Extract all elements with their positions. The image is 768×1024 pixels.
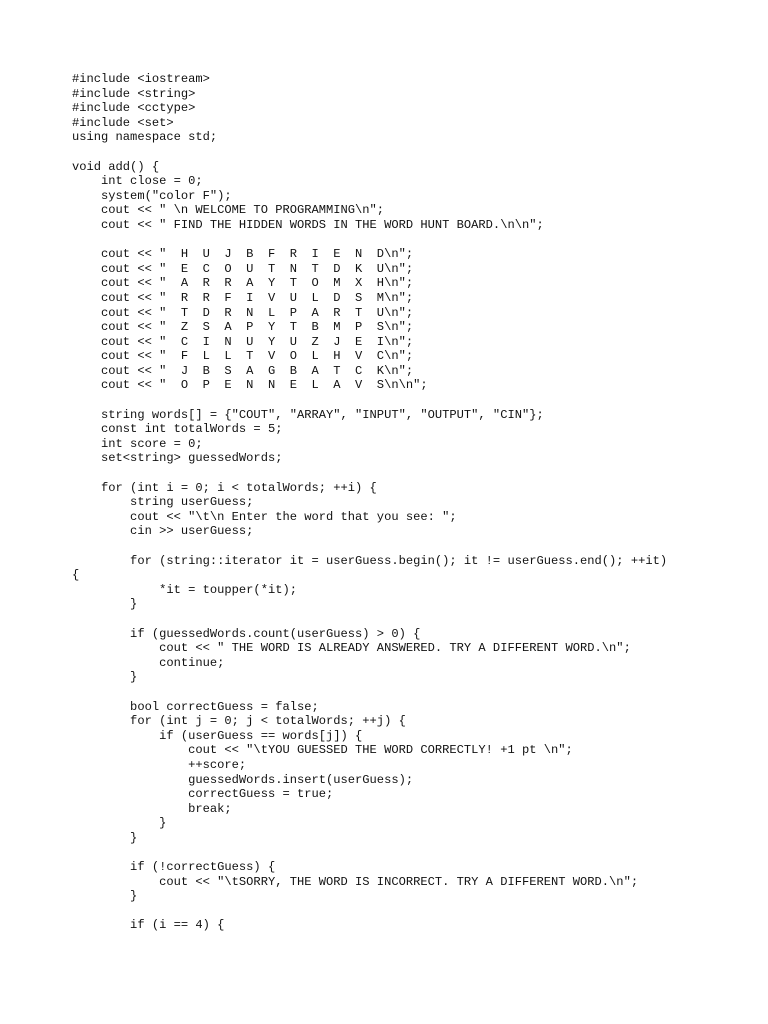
- code-line: }: [72, 816, 167, 831]
- code-line: correctGuess = true;: [72, 787, 334, 802]
- code-line: cout << " O P E N N E L A V S\n\n";: [72, 378, 428, 393]
- code-line: ++score;: [72, 757, 247, 772]
- code-line: cout << " R R F I V U L D S M\n";: [72, 290, 414, 305]
- code-line: guessedWords.insert(userGuess);: [72, 772, 414, 787]
- code-line: for (int j = 0; j < totalWords; ++j) {: [72, 714, 406, 729]
- code-line: *it = toupper(*it);: [72, 582, 297, 597]
- code-line: for (string::iterator it = userGuess.begin(); it != userGuess.end(); ++it): [72, 553, 668, 568]
- code-line: cout << " \n WELCOME TO PROGRAMMING\n";: [72, 203, 385, 218]
- code-line: cout << " T D R N L P A R T U\n";: [72, 305, 414, 320]
- code-line: }: [72, 889, 138, 904]
- code-line: cout << "\tYOU GUESSED THE WORD CORRECTLY! +1 pt \n";: [72, 743, 573, 758]
- code-line: cin >> userGuess;: [72, 524, 254, 539]
- code-line: #include <cctype>: [72, 101, 196, 116]
- code-line: system("color F");: [72, 188, 232, 203]
- code-line: [72, 539, 712, 554]
- code-line: const int totalWords = 5;: [72, 422, 283, 437]
- code-line: continue;: [72, 655, 225, 670]
- code-line: cout << " THE WORD IS ALREADY ANSWERED. TRY A DIFFERENT WORD.\n";: [72, 641, 631, 656]
- code-line: cout << " E C O U T N T D K U\n";: [72, 261, 414, 276]
- code-line: [72, 393, 712, 408]
- code-line: #include <string>: [72, 86, 196, 101]
- code-line: if (i == 4) {: [72, 918, 225, 933]
- code-line: break;: [72, 801, 232, 816]
- code-line: int close = 0;: [72, 174, 203, 189]
- code-line: [72, 904, 712, 919]
- code-line: int score = 0;: [72, 436, 203, 451]
- code-line: if (!correctGuess) {: [72, 860, 276, 875]
- code-line: if (userGuess == words[j]) {: [72, 728, 363, 743]
- code-line: cout << "\t\n Enter the word that you see: ";: [72, 509, 457, 524]
- code-line: }: [72, 597, 138, 612]
- code-line: string userGuess;: [72, 495, 254, 510]
- code-line: cout << " F L L T V O L H V C\n";: [72, 349, 414, 364]
- code-line: set<string> guessedWords;: [72, 451, 283, 466]
- code-line: cout << " H U J B F R I E N D\n";: [72, 247, 414, 262]
- code-line: #include <set>: [72, 115, 174, 130]
- code-line: {: [72, 568, 80, 583]
- code-line: using namespace std;: [72, 130, 218, 145]
- code-line: cout << " Z S A P Y T B M P S\n";: [72, 320, 414, 335]
- code-line: cout << "\tSORRY, THE WORD IS INCORRECT. TRY A DIFFERENT WORD.\n";: [72, 874, 639, 889]
- code-line: void add() {: [72, 159, 160, 174]
- code-line: [72, 845, 712, 860]
- code-line: #include <iostream>: [72, 72, 210, 86]
- code-line: [72, 685, 712, 700]
- code-line: }: [72, 830, 138, 845]
- code-line: if (guessedWords.count(userGuess) > 0) {: [72, 626, 421, 641]
- code-line: }: [72, 670, 138, 685]
- code-line: bool correctGuess = false;: [72, 699, 319, 714]
- code-line: [72, 466, 712, 481]
- code-line: string words[] = {"COUT", "ARRAY", "INPUT", "OUTPUT", "CIN"};: [72, 407, 544, 422]
- code-line: cout << " J B S A G B A T C K\n";: [72, 363, 414, 378]
- code-line: cout << " C I N U Y U Z J E I\n";: [72, 334, 414, 349]
- code-line: cout << " A R R A Y T O M X H\n";: [72, 276, 414, 291]
- code-document: [72, 72, 712, 933]
- code-line: for (int i = 0; i < totalWords; ++i) {: [72, 480, 377, 495]
- code-line: cout << " FIND THE HIDDEN WORDS IN THE WORD HUNT BOARD.\n\n";: [72, 217, 544, 232]
- code-line: [72, 145, 712, 160]
- code-line: [72, 233, 712, 248]
- code-line: [72, 612, 712, 627]
